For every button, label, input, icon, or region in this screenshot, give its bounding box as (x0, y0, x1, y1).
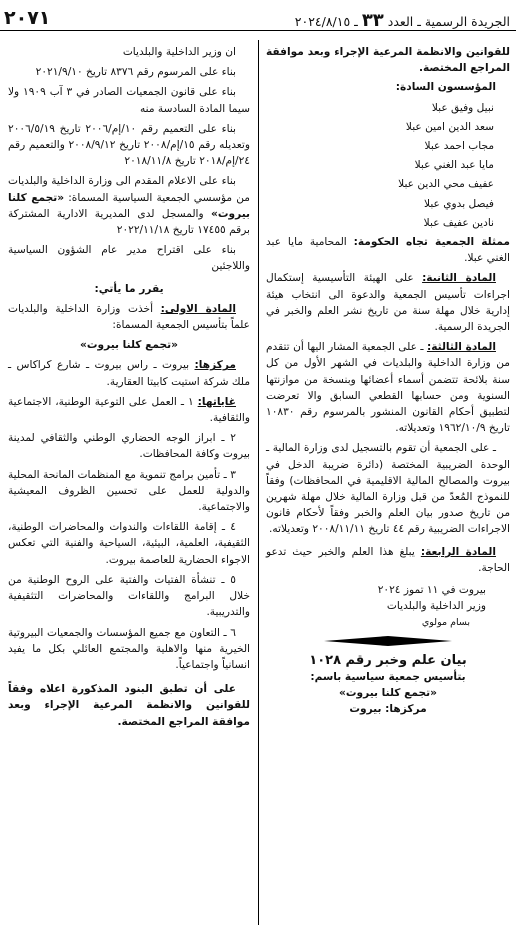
right-column (266, 44, 510, 718)
goal-1: غاياتها: ١ ـ العمل على التوعية الوطنية، الاجتماعية والثقافية. (8, 395, 250, 425)
founder-name: نادين عفيف عبلا (423, 216, 494, 229)
notice-subtitle: بتأسيس جمعية سياسية باسم: (310, 670, 466, 683)
article-3-label: المادة الثالثة: (426, 341, 496, 354)
goals-label: غاياتها: (197, 395, 236, 408)
issue-number: ٣٣ (361, 10, 384, 31)
diamond-rule-icon (324, 636, 452, 646)
gazette-title: الجريدة الرسمية ـ العدد (387, 14, 510, 29)
notice-association-name: «تجمع كلنا بيروت» (339, 687, 437, 700)
column-divider (258, 40, 259, 925)
founder-name: مايا عبد الغني عبلا (414, 159, 494, 172)
signatory-title: وزير الداخلية والبلديات (386, 600, 486, 613)
goal-3: ٣ ـ تأمين برامج تنموية مع المنظمات المانحة المحلية والدولية للعمل على تحسين الظروف المعيشية والاجتماعية. (8, 468, 250, 514)
article-1-label: المادة الاولى: (160, 302, 237, 315)
founder-name: سعد الدين امين عبلا (405, 120, 494, 133)
article-3-tax: ـ على الجمعية أن تقوم بالتسجيل لدى وزارة المالية ـ الوحدة الضريبية المختصة (دائرة ضريبة الدخل في بيروت والمصالح المالية الاقليمية في المحافظات) وفقاً للنموذج المُعدّ من قبل وزارة المالية خلال مهلة شهرين من تاريخ صدور بيان العلم والخبر وفقاً لأحكام قانون الاجراءات الضريبية رقم ٤٤ تاريخ ٢٠٠٨/١١/١١ وتعديلاته. (266, 442, 510, 536)
notice-title: بيان علم وخبر رقم ١٠٢٨ (309, 652, 467, 668)
recital: بناء على المرسوم رقم ٨٣٧٦ تاريخ ٢٠٢١/٩/١٠ (35, 66, 236, 79)
article-3: المادة الثالثة: ـ على الجمعية المشار اليها أن تتقدم من وزارة الداخلية والبلديات في الشهر الأول من كل سنة بلائحة تتضمن أسماء أعضائها وبنسخة من موازنتها السنوية ومن حسابها القطعي السابق والا تعرضت لتطبيق أحكام القانون المنشور بالمرسوم رقم ١٠٨٣٠ تاريخ ١٩٦٢/١٠/٩ وتعديلاته. (266, 341, 510, 435)
article-2: المادة الثانية: على الهيئة التأسيسية إستكمال اجراءات تأسيس الجمعية والدعوة الى انتخاب هيئة إدارية خلال مهلة سنة من تاريخ نشر العلم والخبر في الجريدة الرسمية. (266, 272, 510, 334)
article-4-label: المادة الرابعة: (420, 545, 496, 558)
notice-heading (266, 653, 510, 718)
page-header (0, 4, 516, 31)
association-name: «تجمع كلنا بيروت» (80, 339, 178, 352)
headquarters-label: مركزها: (194, 359, 236, 372)
founder-name: عفيف محي الدين عبلا (398, 178, 494, 191)
closing-clause: على أن تطبق البنود المذكورة اعلاه وفقاً للقوانين والانظمة المرعية الإجراء وبعد موافقة المراجع المختصة. (8, 683, 250, 728)
article-1: المادة الاولى: أخذت وزارة الداخلية والبلديات علماً بتأسيس الجمعية المسماة: (8, 302, 250, 332)
founder-name: نبيل وفيق عبلا (431, 101, 494, 114)
recital: بناء على اقتراح مدير عام الشؤون السياسية واللاجئين (8, 244, 250, 273)
goal-6: ٦ ـ التعاون مع جميع المؤسسات والجمعيات البيروتية الخيرية منها والاهلية والمجتمع العائلي بكل ما يفيد انسانياً واجتماعياً. (8, 626, 250, 671)
goal-2: ٢ ـ ابراز الوجه الحضاري الوطني والثقافي لمدينة بيروت وكافة المحافظات. (8, 432, 250, 461)
page-number: ٢٠٧١ (4, 7, 51, 29)
left-column (8, 44, 250, 730)
founder-name: مجاب احمد عبلا (424, 140, 494, 153)
signature-date: بيروت في ١١ تموز ٢٠٢٤ (377, 584, 486, 597)
founders-title: المؤسسون السادة: (395, 81, 496, 94)
goal-5: ٥ ـ تنشأة الفتيات والفتية على الروح الوطنية من خلال البرامج واللقاءات والمحاضرات التثقيفية والتدريبية. (8, 573, 250, 619)
association-name-inline: «تجمع كلنا بيروت» (8, 191, 250, 220)
intro-text: للقوانين والانظمة المرعية الإجراء وبعد موافقة المراجع المختصة. (266, 46, 510, 75)
recital: بناء على الاعلام المقدم الى وزارة الداخلية والبلديات من مؤسسي الجمعية السياسية المسماة: «تجمع كلنا بيروت» والمسجل لدى المديرية الادارية المشتركة برقم ١٧٤٥٥ تاريخ ٢٠٢٢/١١/١٨ (8, 175, 250, 237)
issue-date: ـ ٢٠٢٤/٨/١٥ (294, 14, 358, 29)
decree-opening: ان وزير الداخلية والبلديات (122, 46, 236, 58)
article-2-label: المادة الثانية: (422, 272, 496, 285)
running-header (295, 10, 510, 31)
founder-name: فيصل بدوي عبلا (424, 197, 494, 210)
government-representative: ممثلة الجمعية تجاه الحكومة: المحامية مايا عبد الغني عبلا. (266, 236, 510, 265)
headquarters: مركزها: بيروت ـ راس بيروت ـ شارع كراكاس ـ ملك شركة استيت كابيتا العقارية. (8, 359, 250, 388)
article-4: المادة الرابعة: يبلغ هذا العلم والخبر حيث تدعو الحاجة. (266, 545, 510, 574)
notice-headquarters: مركزها: بيروت (349, 703, 427, 716)
signatory-name: بسام مولوي (421, 616, 470, 628)
goal-4: ٤ ـ إقامة اللقاءات والندوات والمحاضرات الوطنية، الثقيفية، العلمية، البيئية، السياحية والفنية التي تعكس الاجواء الحضارية للعاصمة بيروت. (8, 521, 250, 566)
rep-label: ممثلة الجمعية تجاه الحكومة: (353, 236, 510, 249)
recital: بناء على التعميم رقم ١٠/إم/٢٠٠٦ تاريخ ٢٠٠٦/٥/١٩ وتعديله رقم ١٥/إم/٢٠٠٨ تاريخ ٢٠٠٨/٩/١٢ والتعميم رقم ٢٤/إم/٢٠١٨ تاريخ ٢٠١٨/١١/٨ (8, 122, 250, 168)
decides-heading: يقرر ما يأتي: (94, 282, 164, 295)
recital: بناء على قانون الجمعيات الصادر في ٣ آب ١٩٠٩ ولا سيما المادة السادسة منه (8, 86, 250, 115)
section-separator (266, 631, 510, 653)
